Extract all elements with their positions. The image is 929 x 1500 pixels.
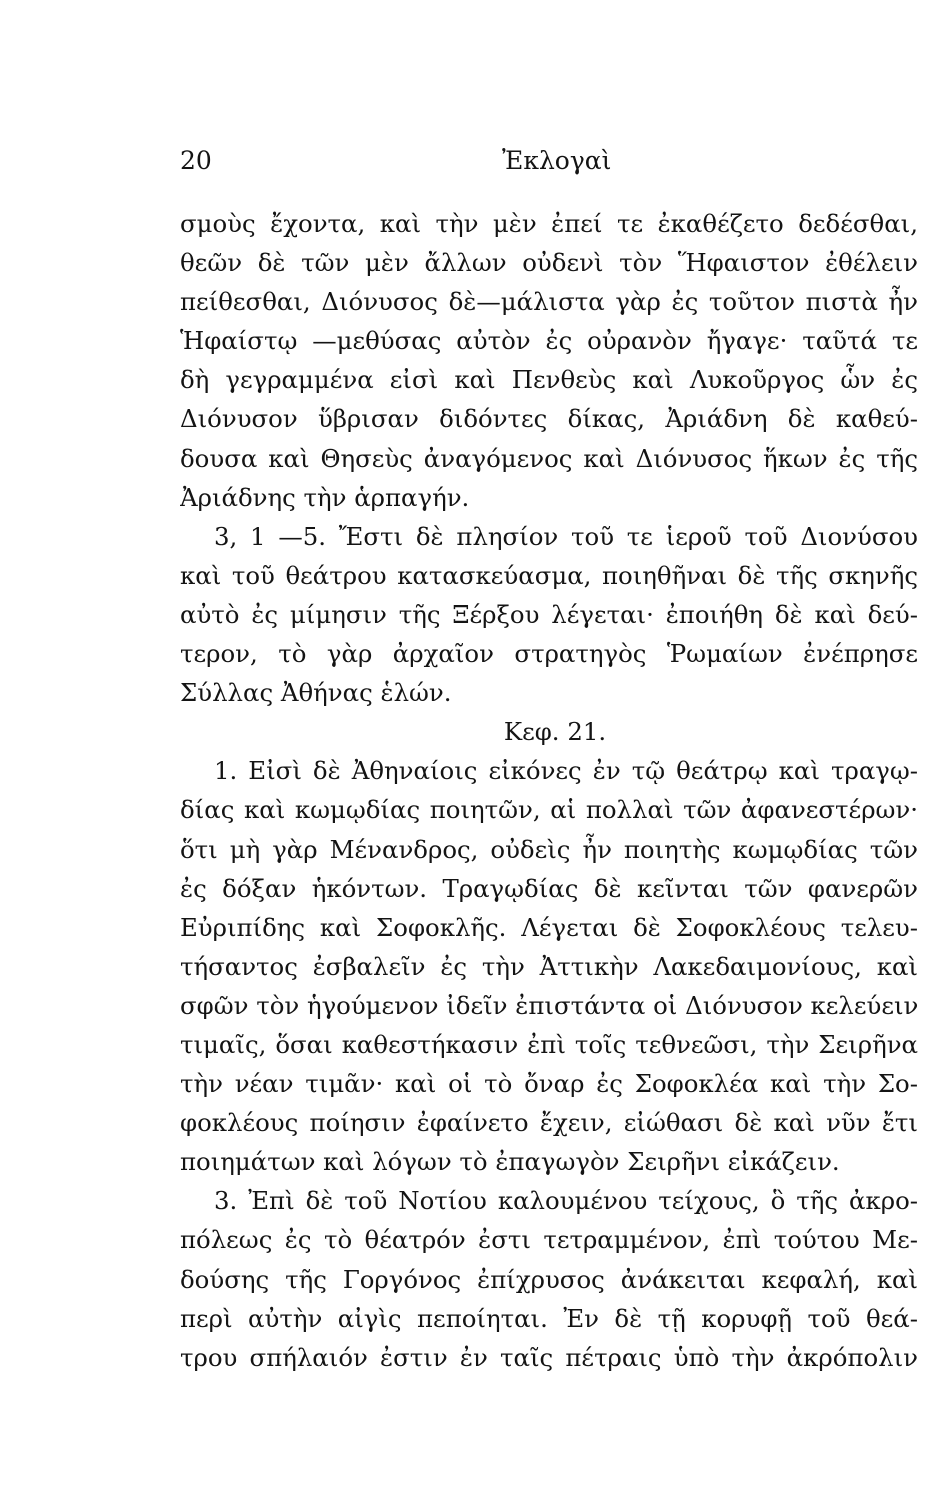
text-line: Ἡφαίστῳ —μεθύσας αὐτὸν ἐς οὐρανὸν ἤγαγε· ταῦτά τε xyxy=(180,326,918,356)
text-line: τιμαῖς, ὅσαι καθεστήκασιν ἐπὶ τοῖς τεθνεῶσι, τὴν Σειρῆνα xyxy=(180,1029,918,1059)
text-line: ἐς δόξαν ἡκόντων. Τραγῳδίας δὲ κεῖνται τῶν φανερῶν xyxy=(180,873,918,903)
text-line: τὴν νέαν τιμᾶν· καὶ οἱ τὸ ὄναρ ἐς Σοφοκλέα καὶ τὴν Σο- xyxy=(180,1069,918,1099)
running-title: Ἐκλογαὶ xyxy=(502,146,612,175)
chapter-heading-text: Κεφ. 21. xyxy=(503,717,607,747)
text-line: δὴ γεγραμμένα εἰσὶ καὶ Πενθεὺς καὶ Λυκοῦργος ὧν ἐς xyxy=(180,365,918,395)
text-line: θεῶν δὲ τῶν μὲν ἄλλων οὐδενὶ τὸν Ἥφαιστον ἐθέλειν xyxy=(180,248,918,278)
text-line: φοκλέους ποίησιν ἐφαίνετο ἔχειν, εἰώθασι δὲ καὶ νῦν ἔτι xyxy=(180,1108,918,1138)
text-line: 3, 1 —5. Ἔστι δὲ πλησίον τοῦ τε ἱεροῦ τοῦ Διονύσου xyxy=(214,521,918,551)
text-line: καὶ τοῦ θεάτρου κατασκεύασμα, ποιηθῆναι δὲ τῆς σκηνῆς xyxy=(180,560,918,590)
text-line: περὶ αὐτὴν αἰγὶς πεποίηται. Ἐν δὲ τῇ κορυφῇ τοῦ θεά- xyxy=(180,1303,918,1333)
text-line: ποιημάτων καὶ λόγων τὸ ἐπαγωγὸν Σειρῆνι εἰκάζειν. xyxy=(180,1147,840,1177)
chapter-heading xyxy=(180,712,918,751)
text-line: δούσης τῆς Γοργόνος ἐπίχρυσος ἀνάκειται κεφαλή, καὶ xyxy=(180,1264,918,1294)
text-line: Εὐριπίδης καὶ Σοφοκλῆς. Λέγεται δὲ Σοφοκλέους τελευ- xyxy=(180,912,918,942)
text-line: σφῶν τὸν ἡγούμενον ἰδεῖν ἐπιστάντα οἱ Διόνυσον κελεύειν xyxy=(180,990,918,1020)
text-line: δουσα καὶ Θησεὺς ἀναγόμενος καὶ Διόνυσος ἥκων ἐς τῆς xyxy=(180,443,918,473)
body-text xyxy=(180,204,918,1377)
text-line: τρου σπήλαιόν ἐστιν ἐν ταῖς πέτραις ὑπὸ τὴν ἀκρόπολιν xyxy=(180,1342,918,1372)
text-line: πείθεσθαι, Διόνυσος δὲ—μάλιστα γὰρ ἐς τοῦτον πιστὰ ἦν xyxy=(180,287,918,317)
text-line: αὐτὸ ἐς μίμησιν τῆς Ξέρξου λέγεται· ἐποιήθη δὲ καὶ δεύ- xyxy=(180,599,918,629)
text-line: δίας καὶ κωμῳδίας ποιητῶν, αἱ πολλαὶ τῶν ἀφανεστέρων· xyxy=(180,795,918,825)
text-line: 3. Ἐπὶ δὲ τοῦ Νοτίου καλουμένου τείχους, ὃ τῆς ἀκρο- xyxy=(214,1186,918,1216)
text-line: σμοὺς ἔχοντα, καὶ τὴν μὲν ἐπεί τε ἐκαθέζετο δεδέσθαι, xyxy=(180,209,918,238)
running-header xyxy=(180,146,920,180)
text-line: Διόνυσον ὕβρισαν διδόντες δίκας, Ἀριάδνη δὲ καθεύ- xyxy=(180,404,918,434)
text-line: 1. Εἰσὶ δὲ Ἀθηναίοις εἰκόνες ἐν τῷ θεάτρῳ καὶ τραγῳ- xyxy=(214,756,918,786)
text-line: πόλεως ἐς τὸ θέατρόν ἐστι τετραμμένον, ἐπὶ τούτου Με- xyxy=(180,1225,918,1255)
text-line: τερον, τὸ γὰρ ἀρχαῖον στρατηγὸς Ῥωμαίων ἐνέπρησε xyxy=(180,639,918,669)
page-number: 20 xyxy=(180,146,212,175)
text-line: τήσαντος ἐσβαλεῖν ἐς τὴν Ἀττικὴν Λακεδαιμονίους, καὶ xyxy=(180,951,918,981)
text-line: Ἀριάδνης τὴν ἁρπαγήν. xyxy=(180,482,470,512)
text-line: ὅτι μὴ γὰρ Μένανδρος, οὐδεὶς ἦν ποιητὴς κωμῳδίας τῶν xyxy=(180,834,918,864)
text-line: Σύλλας Ἀθήνας ἑλών. xyxy=(180,678,452,708)
